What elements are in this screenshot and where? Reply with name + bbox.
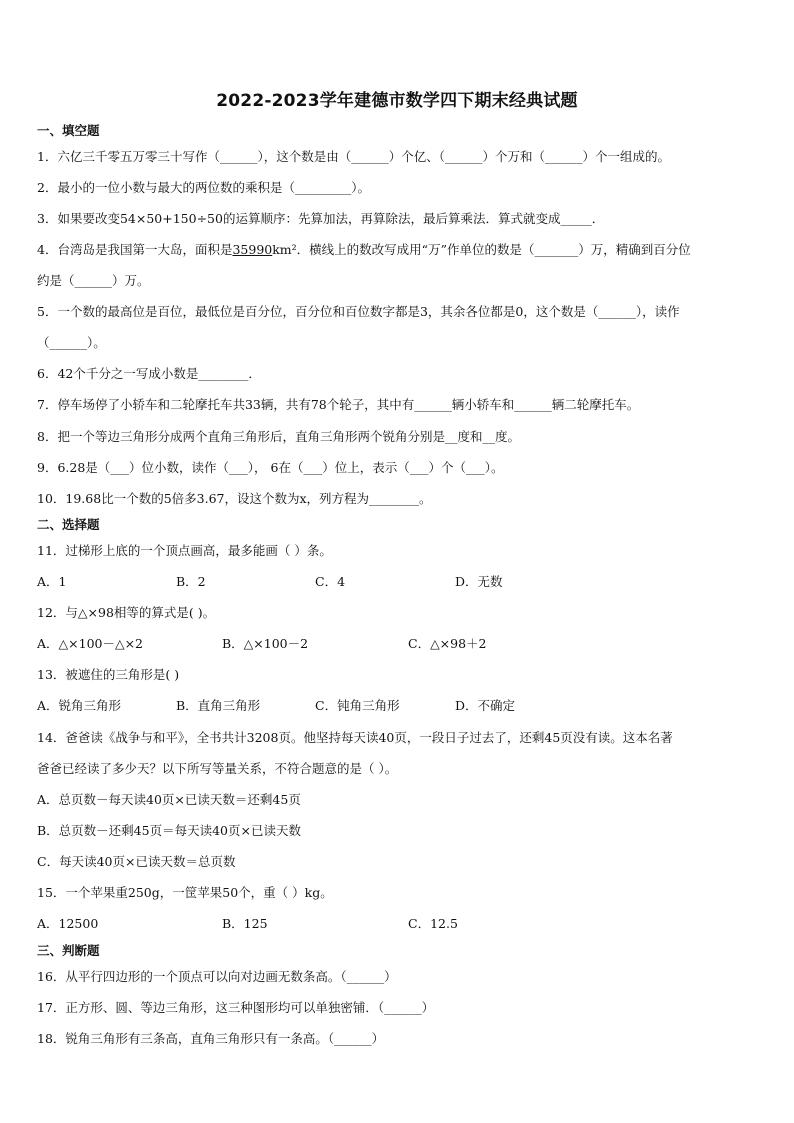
section-fill-blank: 一、填空题 — [37, 123, 100, 138]
q15-option-a: A．12500 — [37, 916, 99, 931]
question-8: 8．把一个等边三角形分成两个直角三角形后，直角三角形两个锐角分别是__度和__度。 — [37, 429, 520, 444]
q12-option-b: B．△×100－2 — [222, 636, 309, 651]
q11-option-b: B．2 — [176, 574, 206, 589]
section-true-false: 三、判断题 — [37, 943, 100, 958]
question-14-line-1: 14．爸爸读《战争与和平》，全书共计3208页。他坚持每天读40页，一段日子过去了，还剩45页没有读。这本名著 — [37, 730, 673, 745]
page-title: 2022-2023学年建德市数学四下期末经典试题 — [216, 91, 578, 111]
q12-option-c: C．△×98＋2 — [408, 636, 487, 651]
q14-option-a: A．总页数－每天读40页×已读天数＝还剩45页 — [37, 792, 301, 807]
question-4-line-1 — [37, 240, 757, 258]
question-7: 7．停车场停了小轿车和二轮摩托车共33辆，共有78个轮子，其中有______辆小轿车和______辆二轮摩托车。 — [37, 397, 640, 412]
q13-option-a: A．锐角三角形 — [37, 698, 122, 713]
question-4-suffix: km²．横线上的数改写成用“万”作单位的数是（_______）万，精确到百分位 — [272, 242, 691, 257]
q11-option-c: C．4 — [315, 574, 346, 589]
question-9: 9．6.28是（___）位小数，读作（___）， 6在（___）位上，表示（___）个（___）。 — [37, 460, 504, 475]
q14-option-b: B．总页数－还剩45页＝每天读40页×已读天数 — [37, 823, 301, 838]
q11-option-d: D．无数 — [455, 574, 503, 589]
question-14-line-2: 爸爸已经读了多少天？以下所写等量关系，不符合题意的是（ ）。 — [37, 761, 398, 776]
question-4-line-2: 约是（______）万。 — [37, 273, 150, 288]
q15-option-c: C．12.5 — [408, 916, 458, 931]
question-3: 3．如果要改变54×50+150÷50的运算顺序：先算加法，再算除法，最后算乘法．算式就变成_____． — [37, 211, 605, 226]
q13-option-c: C．钝角三角形 — [315, 698, 400, 713]
q14-option-c: C．每天读40页×已读天数＝总页数 — [37, 854, 236, 869]
q13-option-b: B．直角三角形 — [176, 698, 261, 713]
question-1: 1．六亿三千零五万零三十写作（______），这个数是由（______）个亿、（______）个万和（______）个一组成的。 — [37, 149, 670, 164]
question-16: 16．从平行四边形的一个顶点可以向对边画无数条高。（______） — [37, 969, 397, 984]
question-11: 11．过梯形上底的一个顶点画高，最多能画（ ）条。 — [37, 543, 332, 558]
question-6: 6．42个千分之一写成小数是________． — [37, 366, 261, 381]
question-2: 2．最小的一位小数与最大的两位数的乘积是（_________）。 — [37, 180, 370, 195]
q15-option-b: B．125 — [222, 916, 268, 931]
question-4-prefix: 4．台湾岛是我国第一大岛，面积是 — [37, 242, 233, 257]
question-18: 18．锐角三角形有三条高，直角三角形只有一条高。（______） — [37, 1031, 385, 1046]
question-15: 15．一个苹果重250g，一筐苹果50个，重（ ）kg。 — [37, 885, 333, 900]
q13-option-d: D．不确定 — [455, 698, 516, 713]
question-13: 13．被遮住的三角形是( ) — [37, 667, 180, 682]
question-12: 12．与△×98相等的算式是( )。 — [37, 605, 216, 620]
question-5-line-1: 5．一个数的最高位是百位，最低位是百分位，百分位和百位数字都是3，其余各位都是0，这个数是（______），读作 — [37, 304, 680, 319]
q12-option-a: A．△×100－△×2 — [37, 636, 144, 651]
question-5-line-2: （______）。 — [37, 335, 106, 350]
question-4-underlined-number: 35990 — [232, 242, 273, 257]
section-multiple-choice: 二、选择题 — [37, 517, 100, 532]
q11-option-a: A．1 — [37, 574, 67, 589]
question-10: 10．19.68比一个数的5倍多3.67，设这个数为x，列方程为________。 — [37, 491, 432, 506]
question-17: 17．正方形、圆、等边三角形，这三种图形均可以单独密铺．（______） — [37, 1000, 435, 1015]
